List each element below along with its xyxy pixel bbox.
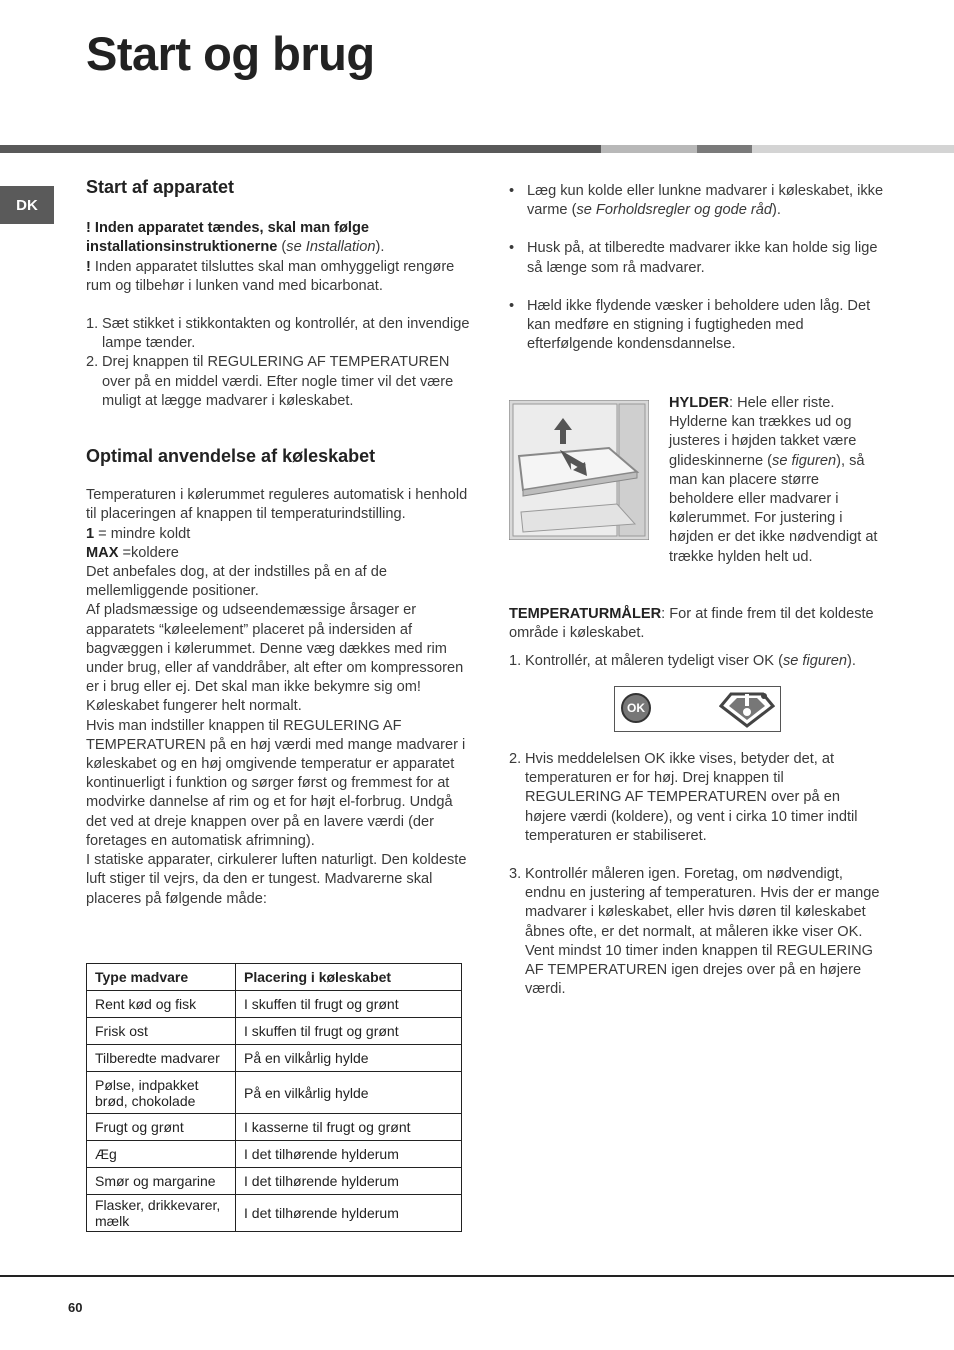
warning-open: (: [277, 239, 287, 256]
start-steps: [86, 315, 471, 411]
table-cell: Smør og margarine: [87, 1168, 236, 1195]
header-bar-light: [601, 145, 697, 153]
ref-installation: se Installation: [286, 239, 376, 256]
table-row: [87, 1195, 462, 1232]
step-text: Kontrollér, at måleren tydeligt viser OK (: [525, 653, 783, 670]
table-row: [87, 1114, 462, 1141]
thermometer-steps: [509, 652, 884, 671]
list-item: [86, 353, 471, 411]
table-cell: I det tilhørende hylderum: [236, 1168, 462, 1195]
left-column: [86, 178, 471, 909]
table-cell: Pølse, indpakket brød, chokolade: [87, 1072, 236, 1114]
step-text: Hvis meddelelsen OK ikke vises, betyder det, at temperaturen er for høj. Drej knappen til REGULERING AF TEMPERATUREN over på en højere værdi (koldere), og vent i cirka 10 timer indtil temperaturen er stabiliseret.: [525, 751, 858, 844]
table-row: [87, 1045, 462, 1072]
bullet-text: Læg kun kolde eller lunkne madvarer i køleskabet, ikke varme (: [527, 183, 884, 219]
warning-cleaning-text: Inden apparatet tilsluttes skal man omhyggeligt rengøre rum og tilbehør i lunken vand med bicarbonat.: [86, 258, 455, 294]
table-row: [87, 1168, 462, 1195]
table-cell: Æg: [87, 1141, 236, 1168]
list-item: [86, 315, 471, 353]
step-number: 3.: [509, 866, 522, 883]
setting-one: [86, 525, 471, 544]
table-row: [87, 1141, 462, 1168]
setting-max-bold: MAX: [86, 544, 119, 561]
thermometer-section: [509, 605, 884, 672]
shelves-paragraph: [509, 394, 884, 567]
section-heading-start: Start af apparatet: [86, 177, 235, 197]
ok-indicator-figure: [614, 686, 781, 732]
setting-one-text: = mindre koldt: [94, 525, 191, 542]
header-bar-mid: [697, 145, 752, 153]
paragraph-recommend: Det anbefales dog, at der indstilles på en af de mellemliggende positioner.: [86, 564, 387, 600]
step-number: 1.: [509, 653, 522, 670]
paragraph-cooling-element: Af pladsmæssige og udseendemæssige årsager er apparatets “køleelement” placeret på indersiden af bagvæggen i kølerummet. Denne væg dækkes med rim under brug, eller af vanddråber, alt efter om kompressoren er i brug eller ej. Det skal man ikke bekymre sig om! Køleskabet fungerer helt normalt.: [86, 602, 464, 715]
ref-precautions: se Forholdsregler og gode råd: [576, 202, 772, 219]
step-text: Kontrollér måleren igen. Foretag, om nødvendigt, endnu en justering af temperaturen. Hvis der er mange madvarer i køleskabet, eller hvis døren til køleskabet åbnes ofte, er det normalt, at måleren ikke viser OK. Vent mindst 10 timer inden knappen til REGULERING AF TEMPERATUREN igen drejes over på en højere værdi.: [525, 866, 880, 998]
table-cell: I skuffen til frugt og grønt: [236, 991, 462, 1018]
paragraph-static: I statiske apparater, cirkulerer luften naturligt. Den koldeste luft stiger til vejrs, da den er tungest. Madvarerne skal placeres på følgende måde:: [86, 852, 467, 907]
step-text: Drej knappen til REGULERING AF TEMPERATUREN over på en middel værdi. Efter nogle timer vil det være muligt at lægge madvarer i køleskabet.: [102, 354, 454, 409]
shelves-text: [509, 394, 884, 567]
table-row: [87, 991, 462, 1018]
table-cell: I skuffen til frugt og grønt: [236, 1018, 462, 1045]
bullet-text: Hæld ikke flydende væsker i beholdere uden låg. Det kan medføre en stigning i fugtigheden med efterfølgende kondensdannelse.: [527, 297, 871, 353]
table-cell: I kasserne til frugt og grønt: [236, 1114, 462, 1141]
right-column-bullets: [509, 182, 884, 354]
bullet-text: Husk på, at tilberedte madvarer ikke kan holde sig lige så længe som rå madvarer.: [527, 240, 878, 276]
step-text: Sæt stikket i stikkontakten og kontrollér, at den invendige lampe tænder.: [102, 316, 470, 352]
table-cell: Rent kød og fisk: [87, 991, 236, 1018]
page-number: 60: [68, 1300, 83, 1315]
advice-list: [509, 182, 884, 354]
thermometer-icon: [719, 690, 775, 728]
step-number: 2.: [86, 354, 99, 371]
header-bar-pale: [752, 145, 954, 153]
list-item: [509, 750, 884, 846]
list-item: [509, 297, 884, 355]
shelves-label: HYLDER: [669, 395, 729, 411]
step-number: 1.: [86, 316, 99, 333]
warning-mark: !: [86, 258, 91, 275]
table-cell: Tilberedte madvarer: [87, 1045, 236, 1072]
table-header-row: [87, 964, 462, 991]
setting-one-bold: 1: [86, 525, 95, 542]
paragraph-high-value: Hvis man indstiller knappen til REGULERING AF TEMPERATUREN på en høj værdi med mange madvarer i køleskabet og en høj omgivende temperatur er apparatet kontinuerligt i funktion og sørger først og fremmest for at modvirke dannelse af rim og et for højt el-forbrug. Undgå det ved at dreje knappen over på en lavere værdi (der foretages en automatisk afrimning).: [86, 717, 466, 849]
table-row: [87, 1018, 462, 1045]
ok-badge: [621, 693, 651, 723]
step-number: 2.: [509, 751, 522, 767]
setting-max: [86, 544, 471, 563]
thermometer-steps-2: [509, 750, 884, 999]
warning-installation: [86, 219, 471, 257]
table-cell: I det tilhørende hylderum: [236, 1195, 462, 1232]
bullet-end: ).: [771, 202, 781, 219]
list-item: [509, 652, 884, 671]
header-bar-dark: [0, 145, 601, 153]
table-cell: På en vilkårlig hylde: [236, 1072, 462, 1114]
thermometer-text: : For at finde frem til det koldeste område i køleskabet.: [509, 606, 874, 642]
table-row: [87, 1072, 462, 1114]
thermometer-steps-cont: [509, 750, 884, 999]
shelves-text-2: ), så man kan placere større beholdere eller madvarer i kølerummet. For justering i højden er det ikke nødvendigt at trække hylden helt ud.: [669, 452, 878, 565]
warning-cleaning: [86, 258, 471, 296]
table-cell: Frisk ost: [87, 1018, 236, 1045]
warning-close: ).: [375, 239, 385, 256]
thermometer-label: TEMPERATURMÅLER: [509, 606, 662, 622]
section-heading-optimal: Optimal anvendelse af køleskabet: [86, 446, 376, 467]
table-cell: På en vilkårlig hylde: [236, 1045, 462, 1072]
step-end: ).: [847, 653, 856, 670]
table-cell: I det tilhørende hylderum: [236, 1141, 462, 1168]
paragraph-regulation: Temperaturen i kølerummet reguleres automatisk i henhold til placeringen af knappen til temperaturindstilling.: [86, 487, 468, 523]
food-placement-table: [86, 963, 462, 1232]
ok-label: OK: [627, 701, 645, 715]
shelves-text-1: : Hele eller riste. Hylderne kan trækkes ud og justeres i højden takket være glideskinnerne (: [669, 395, 857, 469]
table-cell: Flasker, drikkevarer, mælk: [87, 1195, 236, 1232]
list-item: [509, 865, 884, 999]
table-header: Placering i køleskabet: [236, 964, 462, 991]
warning-installation-bold: ! Inden apparatet tændes, skal man følge installationsinstruktionerne: [86, 220, 370, 256]
list-item: [509, 239, 884, 277]
table-header: Type madvare: [87, 964, 236, 991]
language-tab: DK: [0, 186, 54, 224]
thermometer-intro: [509, 605, 884, 643]
table-cell: Frugt og grønt: [87, 1114, 236, 1141]
page-title: Start og brug: [86, 27, 375, 80]
ref-figure: se figuren: [772, 452, 837, 469]
ref-figure: se figuren: [782, 653, 848, 670]
footer-rule: [0, 1275, 954, 1277]
setting-max-text: =koldere: [118, 544, 179, 561]
list-item: [509, 182, 884, 220]
